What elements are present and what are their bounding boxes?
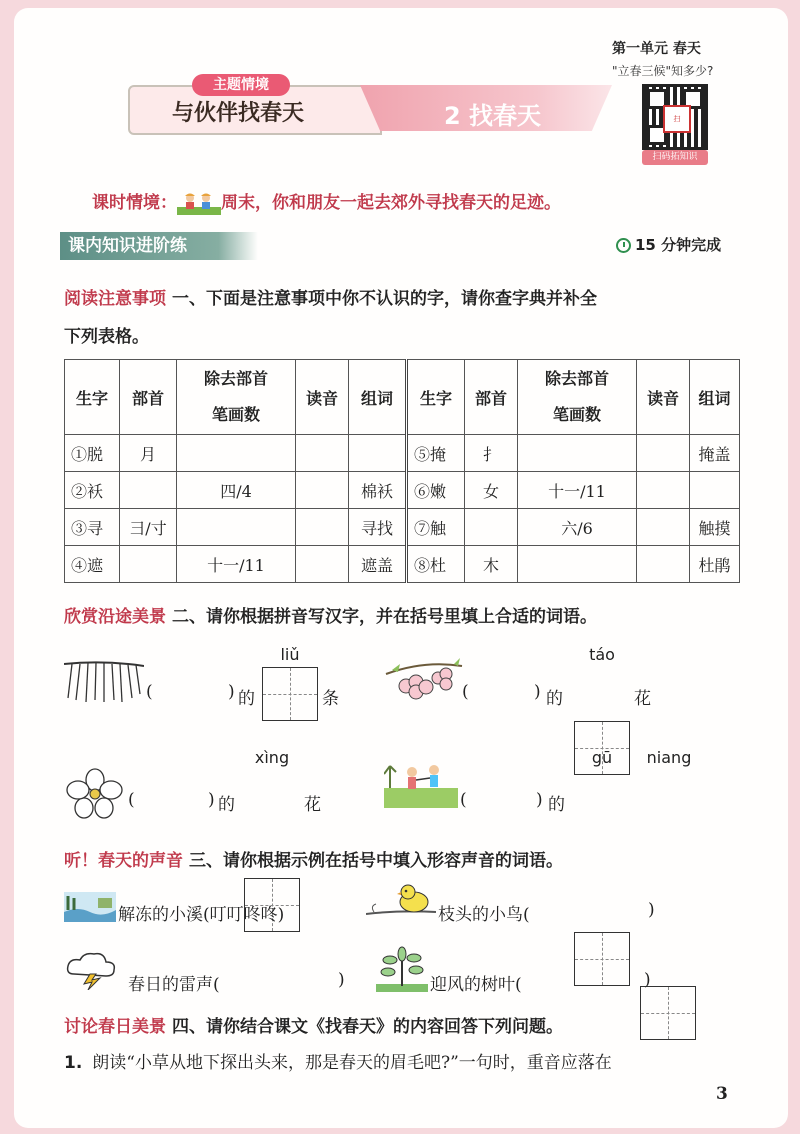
word-cell[interactable] xyxy=(690,472,740,509)
answer-blank-4[interactable] xyxy=(464,790,534,812)
pinyin-label: xìng xyxy=(254,748,290,767)
answer-blank-thunder[interactable] xyxy=(258,970,332,992)
item-leaves: 迎风的树叶( xyxy=(430,975,522,995)
char-table xyxy=(64,359,740,583)
q2-line xyxy=(64,602,597,627)
bird-on-branch-icon xyxy=(366,882,436,922)
kids-illustration-icon xyxy=(177,191,221,215)
clock-icon xyxy=(616,238,631,253)
radical-cell[interactable] xyxy=(120,472,177,509)
q3-line xyxy=(64,846,563,871)
stroke-cell[interactable] xyxy=(177,435,296,472)
radical-cell[interactable]: 月 xyxy=(120,435,177,472)
radical-cell[interactable]: 木 xyxy=(465,546,518,583)
paren-close: ) xyxy=(208,790,215,810)
willow-icon xyxy=(64,660,144,704)
time-indicator xyxy=(616,234,721,255)
paren-open: ( xyxy=(146,682,153,702)
word-cell[interactable]: 触摸 xyxy=(690,509,740,546)
paren-close: ) xyxy=(228,682,235,702)
word-cell[interactable]: 杜鹃 xyxy=(690,546,740,583)
stroke-cell[interactable] xyxy=(518,435,637,472)
stroke-cell[interactable] xyxy=(518,546,637,583)
qr-caption: 扫码拓知识 xyxy=(642,150,708,165)
q4-tag: 讨论春日美景 xyxy=(64,1017,166,1037)
scenario-line xyxy=(92,188,561,215)
word-cell[interactable] xyxy=(349,435,407,472)
radical-cell[interactable] xyxy=(120,546,177,583)
char-cell: ⑧杜 xyxy=(407,546,465,583)
q4-sub1-number: 1. xyxy=(64,1053,83,1073)
answer-blank-1[interactable] xyxy=(150,682,226,704)
paren-open: ( xyxy=(460,790,467,810)
scenario-text: 周末，你和朋友一起去郊外寻找春天的足迹。 xyxy=(221,193,561,213)
q1-text: 一、下面是注意事项中你不认识的字，请你查字典并补全 xyxy=(172,289,597,309)
paren-close: ) xyxy=(648,900,655,920)
word-cell[interactable]: 棉袄 xyxy=(349,472,407,509)
girls-playing-icon xyxy=(384,758,458,808)
answer-blank-3[interactable] xyxy=(132,790,206,812)
pronunciation-cell[interactable] xyxy=(296,472,349,509)
theme-title: 与伙伴找春天 xyxy=(172,101,305,126)
creek-icon xyxy=(64,892,116,922)
q4-sub1 xyxy=(64,1048,612,1073)
header-cell: 组词 xyxy=(349,360,407,435)
pronunciation-cell[interactable] xyxy=(637,546,690,583)
q3-tag: 听！春天的声音 xyxy=(64,851,183,871)
header-cell: 部首 xyxy=(120,360,177,435)
pronunciation-cell[interactable] xyxy=(296,509,349,546)
char-cell: ⑤掩 xyxy=(407,435,465,472)
q2-text: 二、请你根据拼音写汉字，并在括号里填上合适的词语。 xyxy=(172,607,597,627)
word-cell[interactable]: 寻找 xyxy=(349,509,407,546)
qr-tagline: "立春三候"知多少? xyxy=(612,64,714,78)
paren-close: ) xyxy=(338,970,345,990)
header-cell: 除去部首 笔画数 xyxy=(518,360,637,435)
radical-cell[interactable]: 彐/寸 xyxy=(120,509,177,546)
paren-open: ( xyxy=(462,682,469,702)
q1-line2: 下列表格。 xyxy=(64,327,149,347)
pronunciation-cell[interactable] xyxy=(637,509,690,546)
header-cell: 生字 xyxy=(65,360,120,435)
char-cell: ⑦触 xyxy=(407,509,465,546)
stroke-cell[interactable]: 十一/11 xyxy=(177,546,296,583)
apricot-blossom-icon xyxy=(66,766,124,820)
pinyin-label: táo xyxy=(589,645,615,664)
de-label: 的 xyxy=(546,689,563,709)
scenario-label: 课时情境： xyxy=(92,193,177,213)
thunder-cloud-icon xyxy=(64,950,120,990)
theme-tag: 主题情境 xyxy=(192,74,290,96)
word-cell[interactable]: 掩盖 xyxy=(690,435,740,472)
paren-close: ) xyxy=(534,682,541,702)
pinyin-label: liǔ xyxy=(280,645,300,664)
qr-code-icon[interactable]: 扫 xyxy=(642,84,708,150)
table-row xyxy=(65,472,740,509)
tian-grid-box[interactable] xyxy=(640,986,696,1040)
header-cell: 部首 xyxy=(465,360,518,435)
pronunciation-cell[interactable] xyxy=(637,472,690,509)
header-cell: 生字 xyxy=(407,360,465,435)
q1-line1 xyxy=(64,284,597,309)
char-cell: ⑥嫩 xyxy=(407,472,465,509)
answer-blank-bird[interactable] xyxy=(568,900,644,922)
stroke-cell[interactable]: 十一/11 xyxy=(518,472,637,509)
q1-tag: 阅读注意事项 xyxy=(64,289,166,309)
table-row xyxy=(65,435,740,472)
radical-cell[interactable]: 扌 xyxy=(465,435,518,472)
header-cell: 读音 xyxy=(296,360,349,435)
q2-tag: 欣赏沿途美景 xyxy=(64,607,166,627)
pronunciation-cell[interactable] xyxy=(296,546,349,583)
unit-title: 第一单元 春天 xyxy=(612,41,701,57)
answer-blank-leaves[interactable] xyxy=(560,970,640,992)
q4-text: 四、请你结合课文《找春天》的内容回答下列问题。 xyxy=(172,1017,563,1037)
peach-blossom-icon xyxy=(384,656,464,708)
char-cell: ①脱 xyxy=(65,435,120,472)
pinyin-label: niang xyxy=(646,748,692,767)
paren-open: ( xyxy=(128,790,135,810)
tree-leaves-icon xyxy=(376,946,428,992)
section-title: 课内知识进阶练 xyxy=(60,232,258,260)
table-header-row xyxy=(65,360,740,435)
paren-close: ) xyxy=(536,790,543,810)
stroke-cell[interactable]: 四/4 xyxy=(177,472,296,509)
suffix-label: 条 xyxy=(322,689,339,709)
char-cell: ④遮 xyxy=(65,546,120,583)
q4-sub1-text: 朗读“小草从地下探出头来，那是春天的眉毛吧?”一句时，重音应落在 xyxy=(92,1053,612,1073)
answer-blank-2[interactable] xyxy=(466,682,532,704)
item-thunder: 春日的雷声( xyxy=(128,975,220,995)
q3-text: 三、请你根据示例在括号中填入形容声音的词语。 xyxy=(189,851,563,871)
page-number: 3 xyxy=(716,1084,728,1104)
char-cell: ③寻 xyxy=(65,509,120,546)
de-label: 的 xyxy=(218,795,235,815)
word-cell[interactable]: 遮盖 xyxy=(349,546,407,583)
stroke-cell[interactable] xyxy=(177,509,296,546)
lesson-title: 2 找春天 xyxy=(444,102,542,130)
header-cell: 读音 xyxy=(637,360,690,435)
pronunciation-cell[interactable] xyxy=(296,435,349,472)
table-row xyxy=(65,546,740,583)
header-cell: 组词 xyxy=(690,360,740,435)
q4-line xyxy=(64,1012,563,1037)
header-cell: 除去部首 笔画数 xyxy=(177,360,296,435)
stroke-cell[interactable]: 六/6 xyxy=(518,509,637,546)
time-label: 15 分钟完成 xyxy=(635,236,722,254)
pinyin-label: gū xyxy=(591,748,613,767)
pronunciation-cell[interactable] xyxy=(637,435,690,472)
example-creek: 解冻的小溪(叮叮咚咚) xyxy=(118,905,285,925)
de-label: 的 xyxy=(548,795,565,815)
radical-cell[interactable]: 女 xyxy=(465,472,518,509)
char-cell: ②袄 xyxy=(65,472,120,509)
table-row xyxy=(65,509,740,546)
de-label: 的 xyxy=(238,689,255,709)
item-bird: 枝头的小鸟( xyxy=(438,905,530,925)
suffix-label: 花 xyxy=(304,795,321,815)
paren-close: ) xyxy=(644,970,651,990)
tian-grid-box[interactable] xyxy=(262,667,318,721)
radical-cell[interactable] xyxy=(465,509,518,546)
suffix-label: 花 xyxy=(634,689,651,709)
